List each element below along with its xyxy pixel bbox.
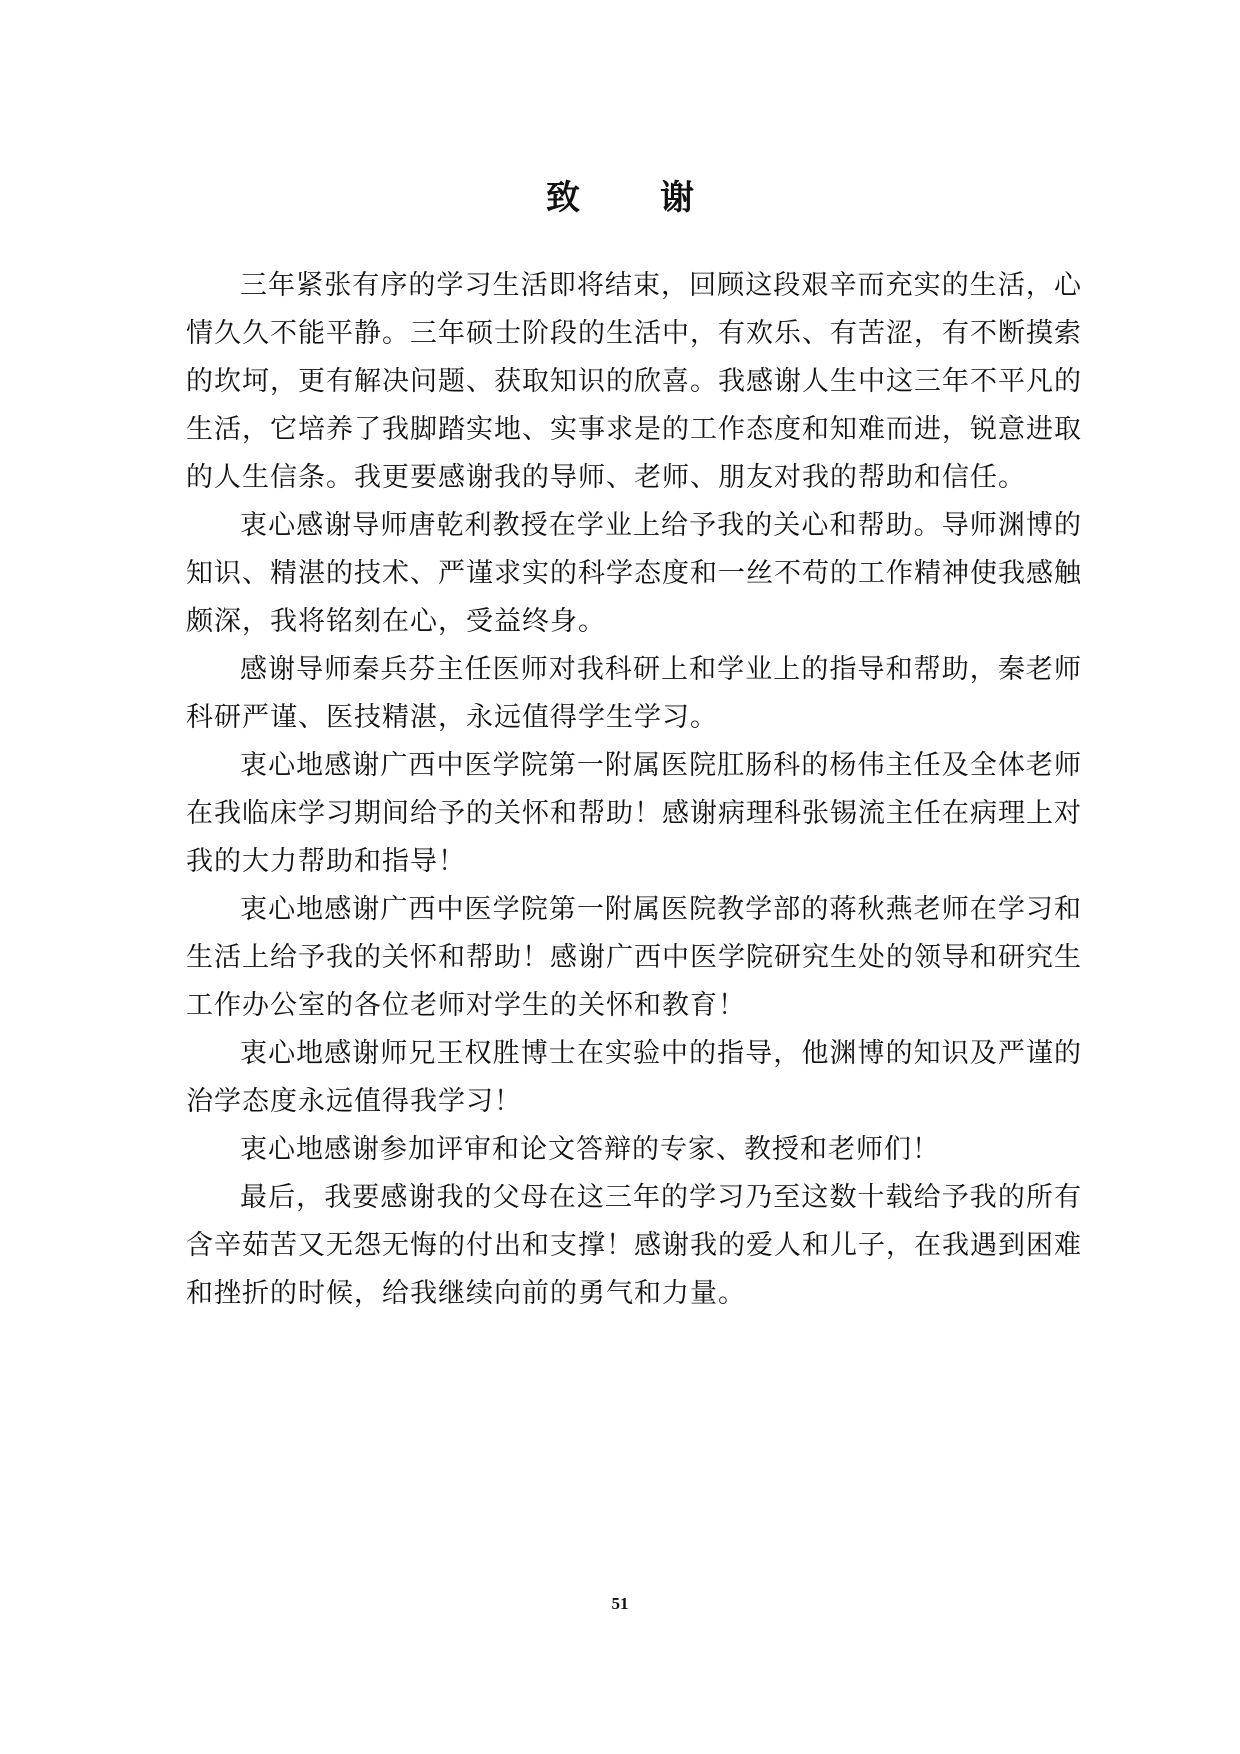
paragraph: 感谢导师秦兵芬主任医师对我科研上和学业上的指导和帮助，秦老师科研严谨、医技精湛，永远值得学生学习。 <box>186 654 1082 733</box>
paragraph: 衷心地感谢广西中医学院第一附属医院教学部的蒋秋燕老师在学习和生活上给予我的关怀和帮助！感谢广西中医学院研究生处的领导和研究生工作办公室的各位老师对学生的关怀和教育！ <box>186 894 1082 1021</box>
paragraph: 衷心地感谢师兄王权胜博士在实验中的指导，他渊博的知识及严谨的治学态度永远值得我学习！ <box>186 1038 1082 1117</box>
page-number: 51 <box>611 1594 629 1613</box>
paragraph: 三年紧张有序的学习生活即将结束，回顾这段艰辛而充实的生活，心情久久不能平静。三年硕士阶段的生活中，有欢乐、有苦涩，有不断摸索的坎坷，更有解决问题、获取知识的欣喜。我感谢人生中这三年不平凡的生活，它培养了我脚踏实地、实事求是的工作态度和知难而进，锐意进取的人生信条。我更要感谢我的导师、老师、朋友对我的帮助和信任。 <box>186 270 1082 493</box>
paragraph: 最后，我要感谢我的父母在这三年的学习乃至这数十载给予我的所有含辛茹苦又无怨无悔的付出和支撑！感谢我的爱人和儿子，在我遇到困难和挫折的时候，给我继续向前的勇气和力量。 <box>186 1182 1082 1309</box>
paragraph: 衷心感谢导师唐乾利教授在学业上给予我的关心和帮助。导师渊博的知识、精湛的技术、严谨求实的科学态度和一丝不苟的工作精神使我感触颇深，我将铭刻在心，受益终身。 <box>186 510 1082 637</box>
page-title: 致谢 <box>546 177 774 218</box>
acknowledgement-body <box>186 262 1082 1318</box>
paragraph: 衷心地感谢广西中医学院第一附属医院肛肠科的杨伟主任及全体老师在我临床学习期间给予的关怀和帮助！感谢病理科张锡流主任在病理上对我的大力帮助和指导！ <box>186 750 1082 877</box>
paragraph: 衷心地感谢参加评审和论文答辩的专家、教授和老师们！ <box>240 1134 940 1165</box>
